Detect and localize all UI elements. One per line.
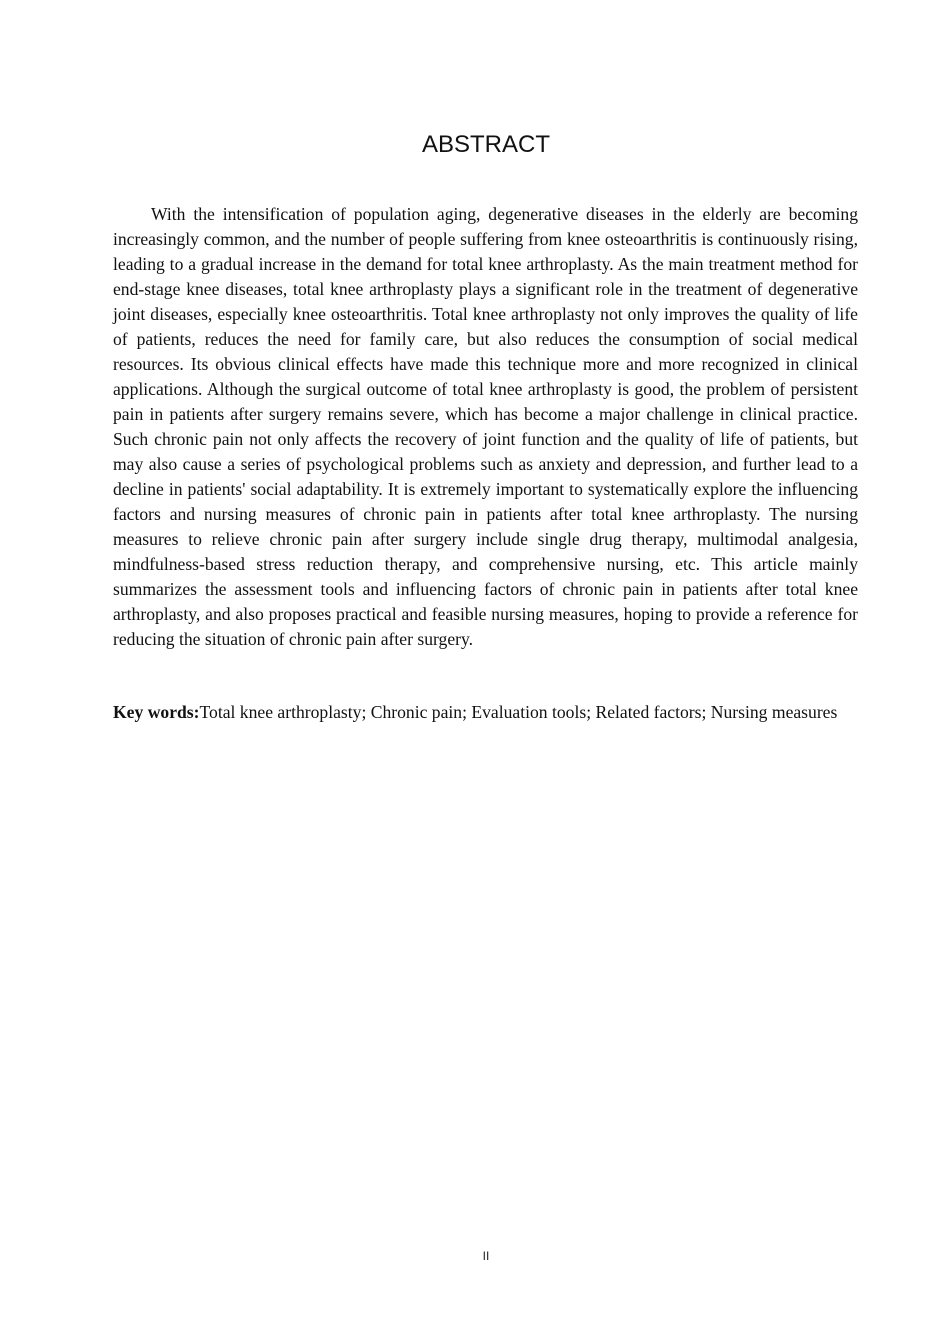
page-number: II [482,1249,490,1263]
keywords-label: Key words: [113,702,200,722]
abstract-title: ABSTRACT [421,131,550,158]
keywords-paragraph [113,700,858,725]
abstract-body: With the intensification of population aging, degenerative diseases in the elderly are becoming increasingly common, and the number of people suffering from knee osteoarthritis is continuously rising, leading to a gradual increase in the demand for total knee arthroplasty. As the main treatment method for end-stage knee diseases, total knee arthroplasty plays a significant role in the treatment of degenerative joint diseases, especially knee osteoarthritis. Total knee arthroplasty not only improves the quality of life of patients, reduces the need for family care, but also reduces the consumption of social medical resources. Its obvious clinical effects have made this technique more and more recognized in clinical applications. Although the surgical outcome of total knee arthroplasty is good, the problem of persistent pain in patients after surgery remains severe, which has become a major challenge in clinical practice. Such chronic pain not only affects the recovery of joint function and the quality of life of patients, but may also cause a series of psychological problems such as anxiety and depression, and further lead to a decline in patients' social adaptability. It is extremely important to systematically explore the influencing factors and nursing measures of chronic pain in patients after total knee arthroplasty. The nursing measures to relieve chronic pain after surgery include single drug therapy, multimodal analgesia, mindfulness-based stress reduction therapy, and comprehensive nursing, etc. This article mainly summarizes the assessment tools and influencing factors of chronic pain in patients after total knee arthroplasty, and also proposes practical and feasible nursing measures, hoping to provide a reference for reducing the situation of chronic pain after surgery. [113,204,858,649]
keywords-text: Total knee arthroplasty; Chronic pain; Evaluation tools; Related factors; Nursing measures [199,702,838,722]
